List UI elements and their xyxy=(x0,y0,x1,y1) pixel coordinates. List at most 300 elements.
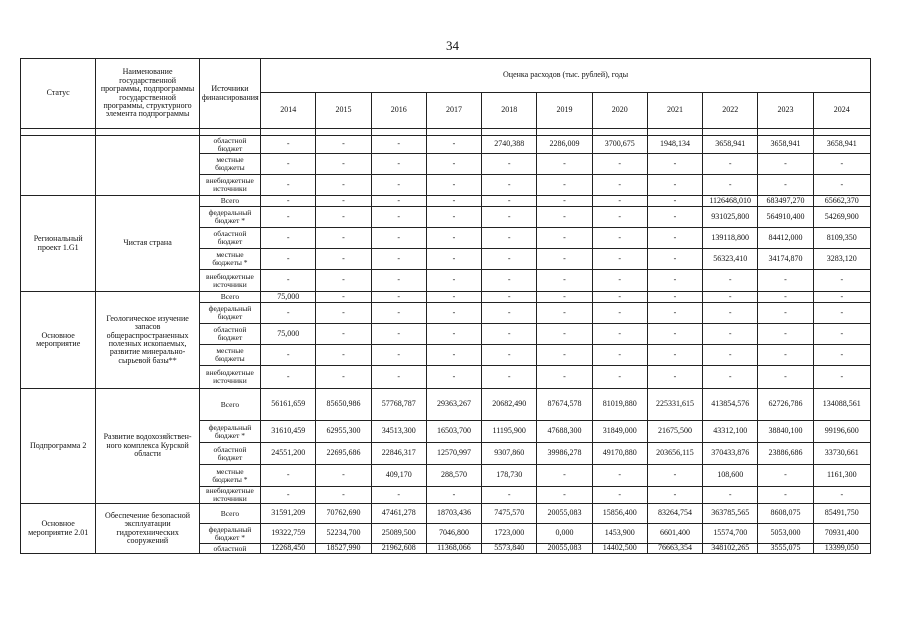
value-cell: - xyxy=(647,154,702,175)
value-cell: - xyxy=(316,303,371,324)
value-cell: - xyxy=(758,465,813,487)
value-cell: 9307,860 xyxy=(482,443,537,465)
value-cell: 288,570 xyxy=(426,465,481,487)
value-cell: - xyxy=(647,270,702,292)
value-cell: - xyxy=(537,292,592,303)
value-cell: 11195,900 xyxy=(482,421,537,443)
value-cell: - xyxy=(813,345,870,366)
value-cell: 25089,500 xyxy=(371,524,426,544)
value-cell: 203656,115 xyxy=(647,443,702,465)
value-cell: - xyxy=(261,270,316,292)
value-cell: 31610,459 xyxy=(261,421,316,443)
value-cell: 65662,370 xyxy=(813,196,870,207)
value-cell: - xyxy=(316,175,371,196)
value-cell: 2740,388 xyxy=(482,136,537,154)
value-cell: 139118,800 xyxy=(703,228,758,249)
value-cell: 5053,000 xyxy=(758,524,813,544)
status-cell: Региональный проект 1.G1 xyxy=(21,196,96,292)
value-cell: - xyxy=(316,249,371,270)
header-year: 2015 xyxy=(316,93,371,129)
value-cell: 49170,880 xyxy=(592,443,647,465)
header-name: Наименование государственной программы, подпрограммы государственной программы, структурного элемента подпрограммы xyxy=(96,59,199,129)
value-cell: 7475,570 xyxy=(482,504,537,524)
value-cell: 363785,565 xyxy=(703,504,758,524)
value-cell: - xyxy=(482,345,537,366)
value-cell: - xyxy=(426,207,481,228)
separator-cell xyxy=(537,129,592,136)
value-cell: 683497,270 xyxy=(758,196,813,207)
value-cell: 47688,300 xyxy=(537,421,592,443)
value-cell: 12268,450 xyxy=(261,544,316,554)
value-cell: - xyxy=(592,345,647,366)
value-cell: - xyxy=(703,303,758,324)
value-cell: - xyxy=(261,196,316,207)
value-cell: - xyxy=(592,366,647,389)
value-cell: - xyxy=(813,324,870,345)
value-cell: - xyxy=(426,345,481,366)
value-cell: - xyxy=(758,303,813,324)
source-cell: местные бюджеты * xyxy=(199,465,260,487)
value-cell: - xyxy=(482,292,537,303)
value-cell: - xyxy=(426,196,481,207)
separator-cell xyxy=(96,129,199,136)
value-cell: 75,000 xyxy=(261,324,316,345)
value-cell: - xyxy=(592,207,647,228)
value-cell: - xyxy=(758,292,813,303)
value-cell: - xyxy=(592,292,647,303)
value-cell: 19322,759 xyxy=(261,524,316,544)
table-row xyxy=(21,196,871,207)
header-year: 2018 xyxy=(482,93,537,129)
value-cell: - xyxy=(316,292,371,303)
value-cell: - xyxy=(371,345,426,366)
value-cell: - xyxy=(482,196,537,207)
header-sources: Источники финансирования xyxy=(199,59,260,129)
value-cell: - xyxy=(813,270,870,292)
value-cell: 22695,686 xyxy=(316,443,371,465)
value-cell: - xyxy=(371,154,426,175)
value-cell: 81019,880 xyxy=(592,389,647,421)
header-year: 2019 xyxy=(537,93,592,129)
value-cell: - xyxy=(426,249,481,270)
value-cell: - xyxy=(813,487,870,504)
value-cell: 39986,278 xyxy=(537,443,592,465)
value-cell: - xyxy=(261,465,316,487)
value-cell: 409,170 xyxy=(371,465,426,487)
name-cell: Обеспечение безопасной эксплуатации гидротехнических сооружений xyxy=(96,504,199,554)
value-cell: 24551,200 xyxy=(261,443,316,465)
status-cell: Подпрограмма 2 xyxy=(21,389,96,504)
value-cell: - xyxy=(647,196,702,207)
value-cell: - xyxy=(537,228,592,249)
header-year: 2014 xyxy=(261,93,316,129)
value-cell: 54269,900 xyxy=(813,207,870,228)
source-cell: областной xyxy=(199,544,260,554)
value-cell: - xyxy=(261,303,316,324)
value-cell: - xyxy=(592,196,647,207)
value-cell: - xyxy=(482,228,537,249)
value-cell: - xyxy=(482,324,537,345)
source-cell: Всего xyxy=(199,389,260,421)
source-cell: местные бюджеты xyxy=(199,154,260,175)
value-cell: 1126468,010 xyxy=(703,196,758,207)
value-cell: 56161,659 xyxy=(261,389,316,421)
value-cell: - xyxy=(537,196,592,207)
value-cell: - xyxy=(426,303,481,324)
value-cell: 1453,900 xyxy=(592,524,647,544)
value-cell: - xyxy=(537,345,592,366)
value-cell: - xyxy=(647,207,702,228)
value-cell: - xyxy=(482,154,537,175)
value-cell: - xyxy=(537,154,592,175)
table-row xyxy=(21,504,871,524)
value-cell: 34513,300 xyxy=(371,421,426,443)
page-number: 34 xyxy=(446,38,459,53)
value-cell: - xyxy=(371,366,426,389)
value-cell: 29363,267 xyxy=(426,389,481,421)
table-body xyxy=(21,129,871,554)
value-cell: - xyxy=(426,487,481,504)
name-cell: Чистая страна xyxy=(96,196,199,292)
value-cell: - xyxy=(647,345,702,366)
value-cell: - xyxy=(758,366,813,389)
separator-cell xyxy=(703,129,758,136)
header-estimate: Оценка расходов (тыс. рублей), годы xyxy=(261,59,871,93)
value-cell: 21675,500 xyxy=(647,421,702,443)
value-cell: - xyxy=(703,270,758,292)
source-cell: Всего xyxy=(199,504,260,524)
value-cell: - xyxy=(316,345,371,366)
header-year: 2021 xyxy=(647,93,702,129)
value-cell: - xyxy=(371,303,426,324)
table-header xyxy=(21,59,871,129)
value-cell: 18703,436 xyxy=(426,504,481,524)
value-cell: 13399,050 xyxy=(813,544,870,554)
value-cell: 75,000 xyxy=(261,292,316,303)
value-cell: 15856,400 xyxy=(592,504,647,524)
value-cell: - xyxy=(537,207,592,228)
value-cell: 413854,576 xyxy=(703,389,758,421)
source-cell: федеральный бюджет * xyxy=(199,524,260,544)
value-cell: - xyxy=(592,465,647,487)
value-cell: - xyxy=(537,175,592,196)
value-cell: 20055,083 xyxy=(537,544,592,554)
value-cell: - xyxy=(261,487,316,504)
value-cell: - xyxy=(371,175,426,196)
value-cell: - xyxy=(426,228,481,249)
value-cell: - xyxy=(261,175,316,196)
value-cell: - xyxy=(537,366,592,389)
source-cell: внебюджетные источники xyxy=(199,366,260,389)
value-cell: 3658,941 xyxy=(813,136,870,154)
source-cell: областной бюджет xyxy=(199,228,260,249)
value-cell: - xyxy=(316,324,371,345)
separator-cell xyxy=(482,129,537,136)
value-cell: - xyxy=(316,270,371,292)
value-cell: - xyxy=(647,303,702,324)
separator-cell xyxy=(647,129,702,136)
value-cell: - xyxy=(758,154,813,175)
separator-cell xyxy=(813,129,870,136)
value-cell: - xyxy=(261,345,316,366)
budget-table xyxy=(20,58,871,554)
value-cell: 12570,997 xyxy=(426,443,481,465)
source-cell: областной бюджет xyxy=(199,324,260,345)
value-cell: 20682,490 xyxy=(482,389,537,421)
header-year: 2016 xyxy=(371,93,426,129)
value-cell: - xyxy=(426,366,481,389)
source-cell: Всего xyxy=(199,196,260,207)
separator-cell xyxy=(758,129,813,136)
value-cell: - xyxy=(647,175,702,196)
value-cell: 3283,120 xyxy=(813,249,870,270)
source-cell: федеральный бюджет * xyxy=(199,207,260,228)
value-cell: 38840,100 xyxy=(758,421,813,443)
source-cell: областной бюджет xyxy=(199,136,260,154)
value-cell: - xyxy=(592,303,647,324)
value-cell: 564910,400 xyxy=(758,207,813,228)
value-cell: 76663,354 xyxy=(647,544,702,554)
header-year: 2023 xyxy=(758,93,813,129)
value-cell: 1723,000 xyxy=(482,524,537,544)
value-cell: - xyxy=(426,154,481,175)
separator-cell xyxy=(261,129,316,136)
value-cell: 33730,661 xyxy=(813,443,870,465)
value-cell: - xyxy=(371,196,426,207)
value-cell: 1948,134 xyxy=(647,136,702,154)
value-cell: - xyxy=(482,303,537,324)
value-cell: 57768,787 xyxy=(371,389,426,421)
value-cell: 16503,700 xyxy=(426,421,481,443)
value-cell: - xyxy=(703,292,758,303)
value-cell: - xyxy=(592,249,647,270)
value-cell: - xyxy=(316,465,371,487)
value-cell: - xyxy=(813,292,870,303)
value-cell: - xyxy=(813,175,870,196)
header-year: 2022 xyxy=(703,93,758,129)
value-cell: - xyxy=(261,136,316,154)
value-cell: - xyxy=(316,196,371,207)
value-cell: 22846,317 xyxy=(371,443,426,465)
status-cell: Основное мероприятие 2.01 xyxy=(21,504,96,554)
source-cell: местные бюджеты xyxy=(199,345,260,366)
source-cell: внебюджетные источники xyxy=(199,175,260,196)
value-cell: 3700,675 xyxy=(592,136,647,154)
value-cell: - xyxy=(758,487,813,504)
value-cell: 931025,800 xyxy=(703,207,758,228)
value-cell: 87674,578 xyxy=(537,389,592,421)
name-cell: Развитие водохозяйствен-ного комплекса Курской области xyxy=(96,389,199,504)
value-cell: - xyxy=(316,136,371,154)
value-cell: - xyxy=(261,366,316,389)
name-cell xyxy=(96,136,199,196)
value-cell: - xyxy=(371,292,426,303)
separator-cell xyxy=(21,129,96,136)
value-cell: - xyxy=(703,345,758,366)
table-row xyxy=(21,389,871,421)
value-cell: - xyxy=(482,270,537,292)
source-cell: местные бюджеты * xyxy=(199,249,260,270)
value-cell: 0,000 xyxy=(537,524,592,544)
value-cell: 62955,300 xyxy=(316,421,371,443)
value-cell: 3658,941 xyxy=(758,136,813,154)
value-cell: - xyxy=(537,303,592,324)
value-cell: - xyxy=(316,487,371,504)
value-cell: - xyxy=(426,324,481,345)
value-cell: - xyxy=(316,228,371,249)
value-cell: 1161,300 xyxy=(813,465,870,487)
value-cell: 99196,600 xyxy=(813,421,870,443)
value-cell: 47461,278 xyxy=(371,504,426,524)
value-cell: - xyxy=(592,270,647,292)
header-year: 2024 xyxy=(813,93,870,129)
value-cell: - xyxy=(758,175,813,196)
value-cell: - xyxy=(371,136,426,154)
value-cell: 3555,075 xyxy=(758,544,813,554)
value-cell: 11368,066 xyxy=(426,544,481,554)
value-cell: 21962,608 xyxy=(371,544,426,554)
value-cell: 70762,690 xyxy=(316,504,371,524)
value-cell: 84412,000 xyxy=(758,228,813,249)
value-cell: - xyxy=(703,324,758,345)
value-cell: - xyxy=(261,249,316,270)
value-cell: 2286,009 xyxy=(537,136,592,154)
value-cell: 14402,500 xyxy=(592,544,647,554)
value-cell: - xyxy=(758,324,813,345)
source-cell: федеральный бюджет * xyxy=(199,421,260,443)
source-cell: областной бюджет xyxy=(199,443,260,465)
value-cell: - xyxy=(426,136,481,154)
source-cell: Всего xyxy=(199,292,260,303)
value-cell: - xyxy=(703,366,758,389)
separator-cell xyxy=(316,129,371,136)
value-cell: - xyxy=(647,292,702,303)
value-cell: 43312,100 xyxy=(703,421,758,443)
value-cell: - xyxy=(647,228,702,249)
value-cell: - xyxy=(592,324,647,345)
value-cell: - xyxy=(371,487,426,504)
value-cell: 5573,840 xyxy=(482,544,537,554)
value-cell: - xyxy=(316,207,371,228)
separator-row xyxy=(21,129,871,136)
value-cell: - xyxy=(813,303,870,324)
value-cell: - xyxy=(426,270,481,292)
value-cell: - xyxy=(537,249,592,270)
value-cell: - xyxy=(426,175,481,196)
value-cell: - xyxy=(426,292,481,303)
source-cell: внебюджетные источники xyxy=(199,270,260,292)
table-row xyxy=(21,136,871,154)
value-cell: 56323,410 xyxy=(703,249,758,270)
value-cell: 6601,400 xyxy=(647,524,702,544)
name-cell: Геологическое изучение запасов общераспространенных полезных ископаемых, развитие минерально-сырьевой базы** xyxy=(96,292,199,389)
header-year: 2020 xyxy=(592,93,647,129)
value-cell: 52234,700 xyxy=(316,524,371,544)
value-cell: 23886,686 xyxy=(758,443,813,465)
value-cell: - xyxy=(482,249,537,270)
value-cell: - xyxy=(482,207,537,228)
value-cell: - xyxy=(316,366,371,389)
value-cell: 225331,615 xyxy=(647,389,702,421)
value-cell: - xyxy=(647,366,702,389)
value-cell: 85650,986 xyxy=(316,389,371,421)
separator-cell xyxy=(592,129,647,136)
value-cell: - xyxy=(647,487,702,504)
separator-cell xyxy=(371,129,426,136)
value-cell: - xyxy=(647,465,702,487)
value-cell: - xyxy=(482,175,537,196)
source-cell: внебюджетные источники xyxy=(199,487,260,504)
value-cell: - xyxy=(813,366,870,389)
header-year: 2017 xyxy=(426,93,481,129)
value-cell: - xyxy=(703,487,758,504)
value-cell: 15574,700 xyxy=(703,524,758,544)
value-cell: - xyxy=(647,249,702,270)
value-cell: - xyxy=(371,270,426,292)
value-cell: 70931,400 xyxy=(813,524,870,544)
value-cell: 18527,990 xyxy=(316,544,371,554)
value-cell: - xyxy=(371,207,426,228)
value-cell: - xyxy=(371,324,426,345)
value-cell: - xyxy=(371,249,426,270)
value-cell: - xyxy=(703,175,758,196)
value-cell: 370433,876 xyxy=(703,443,758,465)
value-cell: - xyxy=(316,154,371,175)
source-cell: федеральный бюджет xyxy=(199,303,260,324)
separator-cell xyxy=(199,129,260,136)
value-cell: 8109,350 xyxy=(813,228,870,249)
status-cell xyxy=(21,136,96,196)
value-cell: 85491,750 xyxy=(813,504,870,524)
value-cell: - xyxy=(537,487,592,504)
value-cell: - xyxy=(261,207,316,228)
value-cell: 134088,561 xyxy=(813,389,870,421)
value-cell: 3658,941 xyxy=(703,136,758,154)
value-cell: - xyxy=(592,175,647,196)
value-cell: - xyxy=(592,487,647,504)
value-cell: 83264,754 xyxy=(647,504,702,524)
value-cell: - xyxy=(482,366,537,389)
value-cell: - xyxy=(647,324,702,345)
value-cell: - xyxy=(592,228,647,249)
value-cell: - xyxy=(482,487,537,504)
value-cell: 178,730 xyxy=(482,465,537,487)
value-cell: 34174,870 xyxy=(758,249,813,270)
value-cell: 8608,075 xyxy=(758,504,813,524)
value-cell: 7046,800 xyxy=(426,524,481,544)
value-cell: - xyxy=(371,228,426,249)
value-cell: 20055,083 xyxy=(537,504,592,524)
value-cell: - xyxy=(537,324,592,345)
value-cell: - xyxy=(592,154,647,175)
separator-cell xyxy=(426,129,481,136)
value-cell: - xyxy=(261,228,316,249)
value-cell: 31591,209 xyxy=(261,504,316,524)
value-cell: 108,600 xyxy=(703,465,758,487)
value-cell: - xyxy=(813,154,870,175)
value-cell: - xyxy=(758,345,813,366)
value-cell: - xyxy=(261,154,316,175)
value-cell: 31849,000 xyxy=(592,421,647,443)
table-row xyxy=(21,292,871,303)
value-cell: - xyxy=(703,154,758,175)
value-cell: 62726,786 xyxy=(758,389,813,421)
value-cell: - xyxy=(537,465,592,487)
value-cell: - xyxy=(758,270,813,292)
value-cell: 348102,265 xyxy=(703,544,758,554)
status-cell: Основное мероприятие xyxy=(21,292,96,389)
value-cell: - xyxy=(537,270,592,292)
